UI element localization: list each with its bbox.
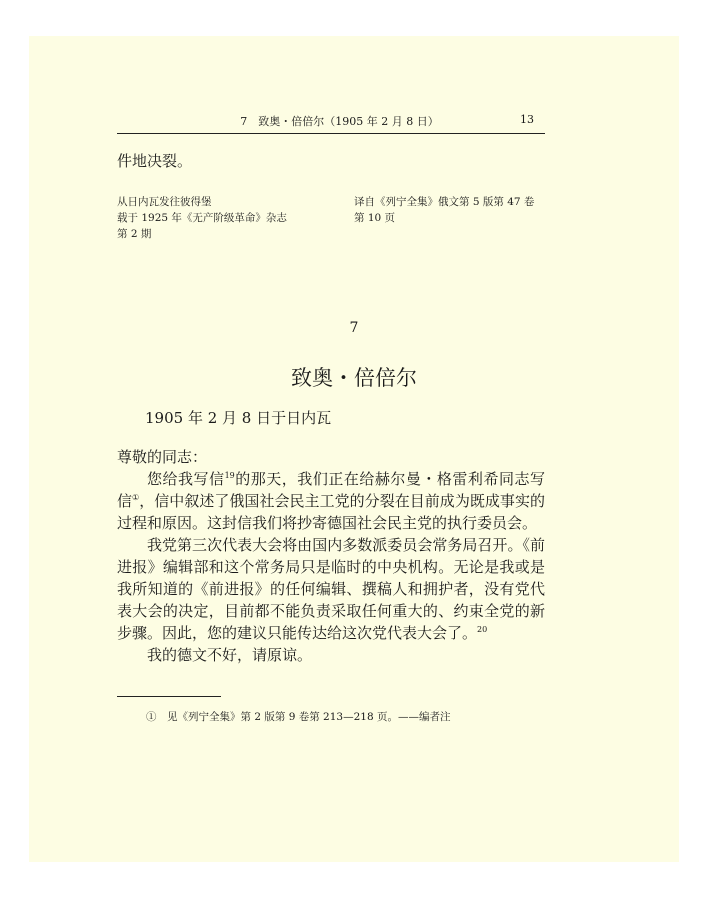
meta-right-line: 译自《列宁全集》俄文第 5 版第 47 卷 <box>354 196 535 208</box>
source-info-right <box>354 194 554 226</box>
footnote: ① 见《列宁全集》第 2 版第 9 卷第 213—218 页。——编者注 <box>146 711 451 723</box>
paragraph-3: 我的德文不好，请原谅。 <box>147 646 313 664</box>
letter-number: 7 <box>349 320 359 336</box>
meta-left-line: 从日内瓦发往彼得堡 <box>117 196 212 208</box>
letter-title: 致奥・倍倍尔 <box>291 366 417 390</box>
page-number: 13 <box>520 113 534 126</box>
footnote-ref-1[interactable]: ① <box>132 493 140 502</box>
paragraph-2 <box>117 534 545 644</box>
header-rule <box>117 133 545 134</box>
letter-body <box>117 446 545 666</box>
running-title: 7 致奥・倍倍尔（1905 年 2 月 8 日） <box>240 115 439 128</box>
meta-left-line: 载于 1925 年《无产阶级革命》杂志 <box>117 212 287 224</box>
p2-text: 我党第三次代表大会将由国内多数派委员会常务局召开。《前进报》编辑部和这个常务局只是临时的中央机构。无论是我或是我所知道的《前进报》的任何编辑、撰稿人和拥护者，没有党代表大会的决定，目前都不能负责采取任何重大的、约束全党的新步骤。因此，您的建议只能传达给这次党代表大会了。 <box>117 536 545 642</box>
meta-right-line: 第 10 页 <box>354 212 396 224</box>
footnote-rule <box>117 696 221 697</box>
meta-left-line: 第 2 期 <box>117 228 152 240</box>
endnote-ref-20[interactable]: 20 <box>477 625 488 634</box>
paragraph-1 <box>117 468 545 534</box>
p1-text-b: 的那天，我们正在给赫尔曼・格雷利希同志写信 <box>117 470 545 510</box>
source-info-left <box>117 194 337 242</box>
p1-text-a: 您给我写信 <box>147 470 225 488</box>
letter-dateline: 1905 年 2 月 8 日于日内瓦 <box>145 409 332 427</box>
intro-text: 件地决裂。 <box>117 152 193 170</box>
salutation: 尊敬的同志： <box>117 448 208 466</box>
endnote-ref-19[interactable]: 19 <box>224 471 235 480</box>
p1-text-c: ，信中叙述了俄国社会民主工党的分裂在目前成为既成事实的过程和原因。这封信我们将抄寄德国社会民主党的执行委员会。 <box>117 492 545 532</box>
